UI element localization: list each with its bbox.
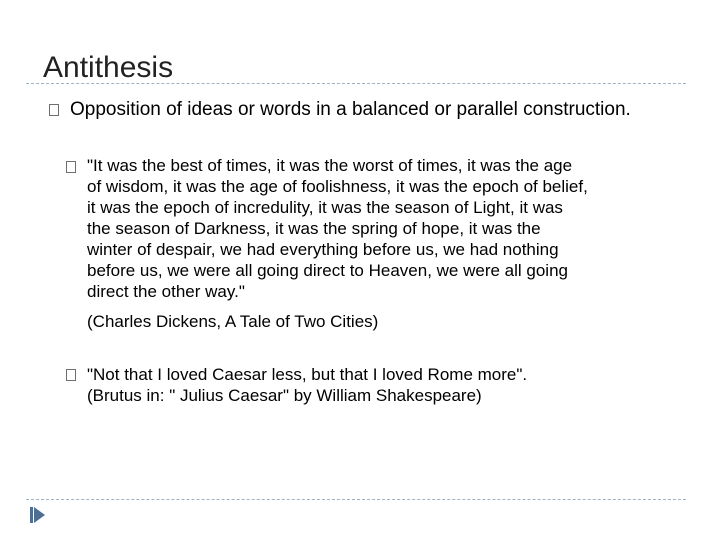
quote-line: it was the epoch of incredulity, it was the season of Light, it was [87, 198, 563, 217]
shakespeare-quote [87, 364, 687, 406]
title-divider [26, 83, 686, 84]
main-bullet-text: Opposition of ideas or words in a balanced or parallel construction. [70, 99, 631, 120]
hollow-square-bullet-icon [66, 369, 76, 381]
hollow-square-bullet-icon [49, 104, 59, 116]
slide-title: Antithesis [43, 51, 174, 84]
quote-line: before us, we were all going direct to Heaven, we were all going [87, 261, 568, 280]
quote-line: of wisdom, it was the age of foolishness, it was the epoch of belief, [87, 177, 588, 196]
quote-line: winter of despair, we had everything before us, we had nothing [87, 240, 559, 259]
play-arrow-icon[interactable] [34, 507, 45, 523]
dickens-attribution: (Charles Dickens, A Tale of Two Cities) [87, 312, 379, 331]
quote-line: "It was the best of times, it was the worst of times, it was the age [87, 156, 573, 175]
footer-divider [26, 499, 686, 500]
quote-line: the season of Darkness, it was the spring of hope, it was the [87, 219, 541, 238]
quote-line: (Brutus in: " Julius Caesar" by William Shakespeare) [87, 386, 482, 405]
quote-line: direct the other way." [87, 282, 245, 301]
dickens-quote [87, 155, 687, 302]
hollow-square-bullet-icon [66, 161, 76, 173]
nav-bar-icon[interactable] [30, 507, 33, 523]
quote-line: "Not that I loved Caesar less, but that I loved Rome more". [87, 365, 528, 384]
